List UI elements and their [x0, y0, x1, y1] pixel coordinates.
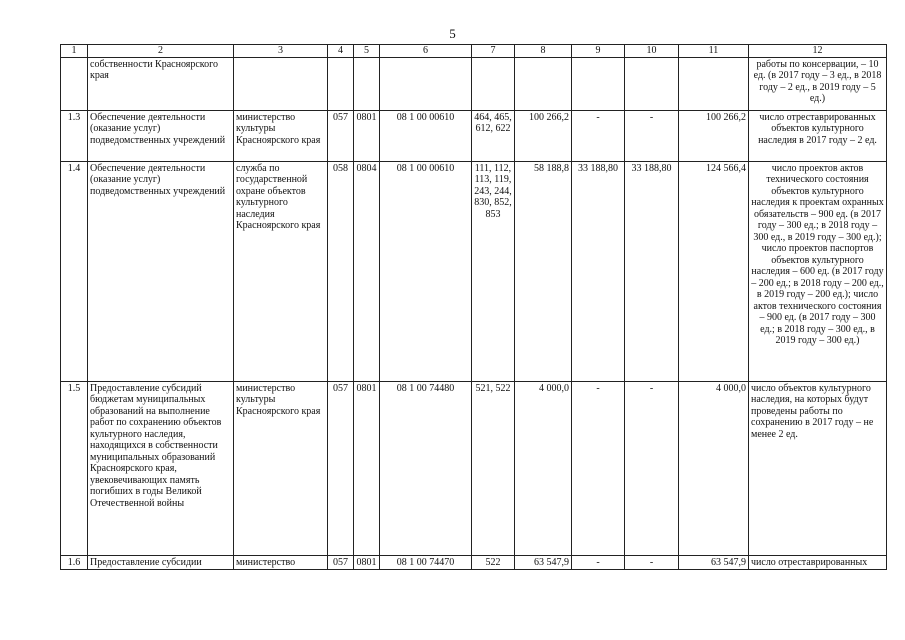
executor: министерство — [234, 555, 328, 570]
section-code: 0801 — [354, 110, 380, 161]
table-row — [61, 57, 887, 110]
column-header: 1 — [61, 45, 88, 58]
grbs-code: 057 — [328, 381, 354, 555]
amount-2019: 33 188,80 — [625, 161, 679, 381]
row-number: 1.3 — [61, 110, 88, 161]
column-header: 10 — [625, 45, 679, 58]
measure-name: собственности Красноярского края — [88, 57, 234, 110]
expected-result: число объектов культурного наследия, на которых будут проведены работы по сохранению в 2017 году – не менее 2 ед. — [749, 381, 887, 555]
table-row — [61, 381, 887, 555]
amount-2018 — [572, 57, 625, 110]
target-article-code: 08 1 00 74480 — [380, 381, 472, 555]
table-row — [61, 161, 887, 381]
grbs-code: 057 — [328, 110, 354, 161]
expected-result: работы по консервации, – 10 ед. (в 2017 году – 3 ед., в 2018 году – 2 ед., в 2019 году – 5 ед.) — [749, 57, 887, 110]
section-code — [354, 57, 380, 110]
measure-name: Обеспечение деятельности (оказание услуг) подведомственных учреждений — [88, 161, 234, 381]
amount-total: 63 547,9 — [679, 555, 749, 570]
amount-2018: - — [572, 110, 625, 161]
amount-2019: - — [625, 555, 679, 570]
amount-total: 124 566,4 — [679, 161, 749, 381]
amount-2019 — [625, 57, 679, 110]
target-article-code: 08 1 00 00610 — [380, 110, 472, 161]
column-header: 8 — [515, 45, 572, 58]
column-header: 4 — [328, 45, 354, 58]
section-code: 0804 — [354, 161, 380, 381]
measure-name: Предоставление субсидии — [88, 555, 234, 570]
column-header: 7 — [472, 45, 515, 58]
executor: служба по государственной охране объектов культурного наследия Красноярского края — [234, 161, 328, 381]
amount-2019: - — [625, 381, 679, 555]
row-number: 1.6 — [61, 555, 88, 570]
table-row — [61, 110, 887, 161]
amount-2017: 4 000,0 — [515, 381, 572, 555]
expected-result: число отреставрированных — [749, 555, 887, 570]
amount-total — [679, 57, 749, 110]
amount-2018: - — [572, 381, 625, 555]
column-header: 5 — [354, 45, 380, 58]
column-header: 9 — [572, 45, 625, 58]
executor — [234, 57, 328, 110]
target-article-code: 08 1 00 00610 — [380, 161, 472, 381]
target-article-code: 08 1 00 74470 — [380, 555, 472, 570]
expense-type-code: 522 — [472, 555, 515, 570]
expense-type-code — [472, 57, 515, 110]
executor: министерство культуры Красноярского края — [234, 110, 328, 161]
grbs-code: 057 — [328, 555, 354, 570]
expense-type-code: 521, 522 — [472, 381, 515, 555]
column-header: 3 — [234, 45, 328, 58]
column-header: 2 — [88, 45, 234, 58]
table-row — [61, 555, 887, 570]
expense-type-code: 111, 112, 113, 119, 243, 244, 830, 852, 853 — [472, 161, 515, 381]
expense-type-code: 464, 465, 612, 622 — [472, 110, 515, 161]
column-header: 11 — [679, 45, 749, 58]
section-code: 0801 — [354, 555, 380, 570]
row-number: 1.5 — [61, 381, 88, 555]
expected-result: число отреставрированных объектов культурного наследия в 2017 году – 2 ед. — [749, 110, 887, 161]
grbs-code — [328, 57, 354, 110]
expected-result: число проектов актов технического состояния объектов культурного наследия к проектам охранных обязательств – 900 ед. (в 2017 году – 300 ед.; в 2018 году – 300 ед., в 2019 году – 300 ед.); число проектов паспортов объектов культурного наследия – 600 ед. (в 2017 году – 200 ед.; в 2018 году – 200 ед., в 2019 году – 200 ед.); число актов технического состояния – 900 ед. (в 2017 году – 300 ед.; в 2018 году – 300 ед., в 2019 году – 300 ед.) — [749, 161, 887, 381]
amount-total: 100 266,2 — [679, 110, 749, 161]
column-header: 12 — [749, 45, 887, 58]
amount-2017 — [515, 57, 572, 110]
amount-total: 4 000,0 — [679, 381, 749, 555]
amount-2017: 100 266,2 — [515, 110, 572, 161]
amount-2017: 63 547,9 — [515, 555, 572, 570]
section-code: 0801 — [354, 381, 380, 555]
amount-2017: 58 188,8 — [515, 161, 572, 381]
measure-name: Обеспечение деятельности (оказание услуг) подведомственных учреждений — [88, 110, 234, 161]
header-row — [61, 45, 887, 58]
program-table — [60, 44, 887, 570]
amount-2019: - — [625, 110, 679, 161]
row-number — [61, 57, 88, 110]
row-number: 1.4 — [61, 161, 88, 381]
amount-2018: - — [572, 555, 625, 570]
column-header: 6 — [380, 45, 472, 58]
page-number: 5 — [449, 26, 456, 41]
grbs-code: 058 — [328, 161, 354, 381]
amount-2018: 33 188,80 — [572, 161, 625, 381]
executor: министерство культуры Красноярского края — [234, 381, 328, 555]
target-article-code — [380, 57, 472, 110]
measure-name: Предоставление субсидий бюджетам муниципальных образований на выполнение работ по сохранению объектов культурного наследия, находящихся в собственности муниципальных образований Красноярского края, увековечивающих память погибших в годы Великой Отечественной войны — [88, 381, 234, 555]
